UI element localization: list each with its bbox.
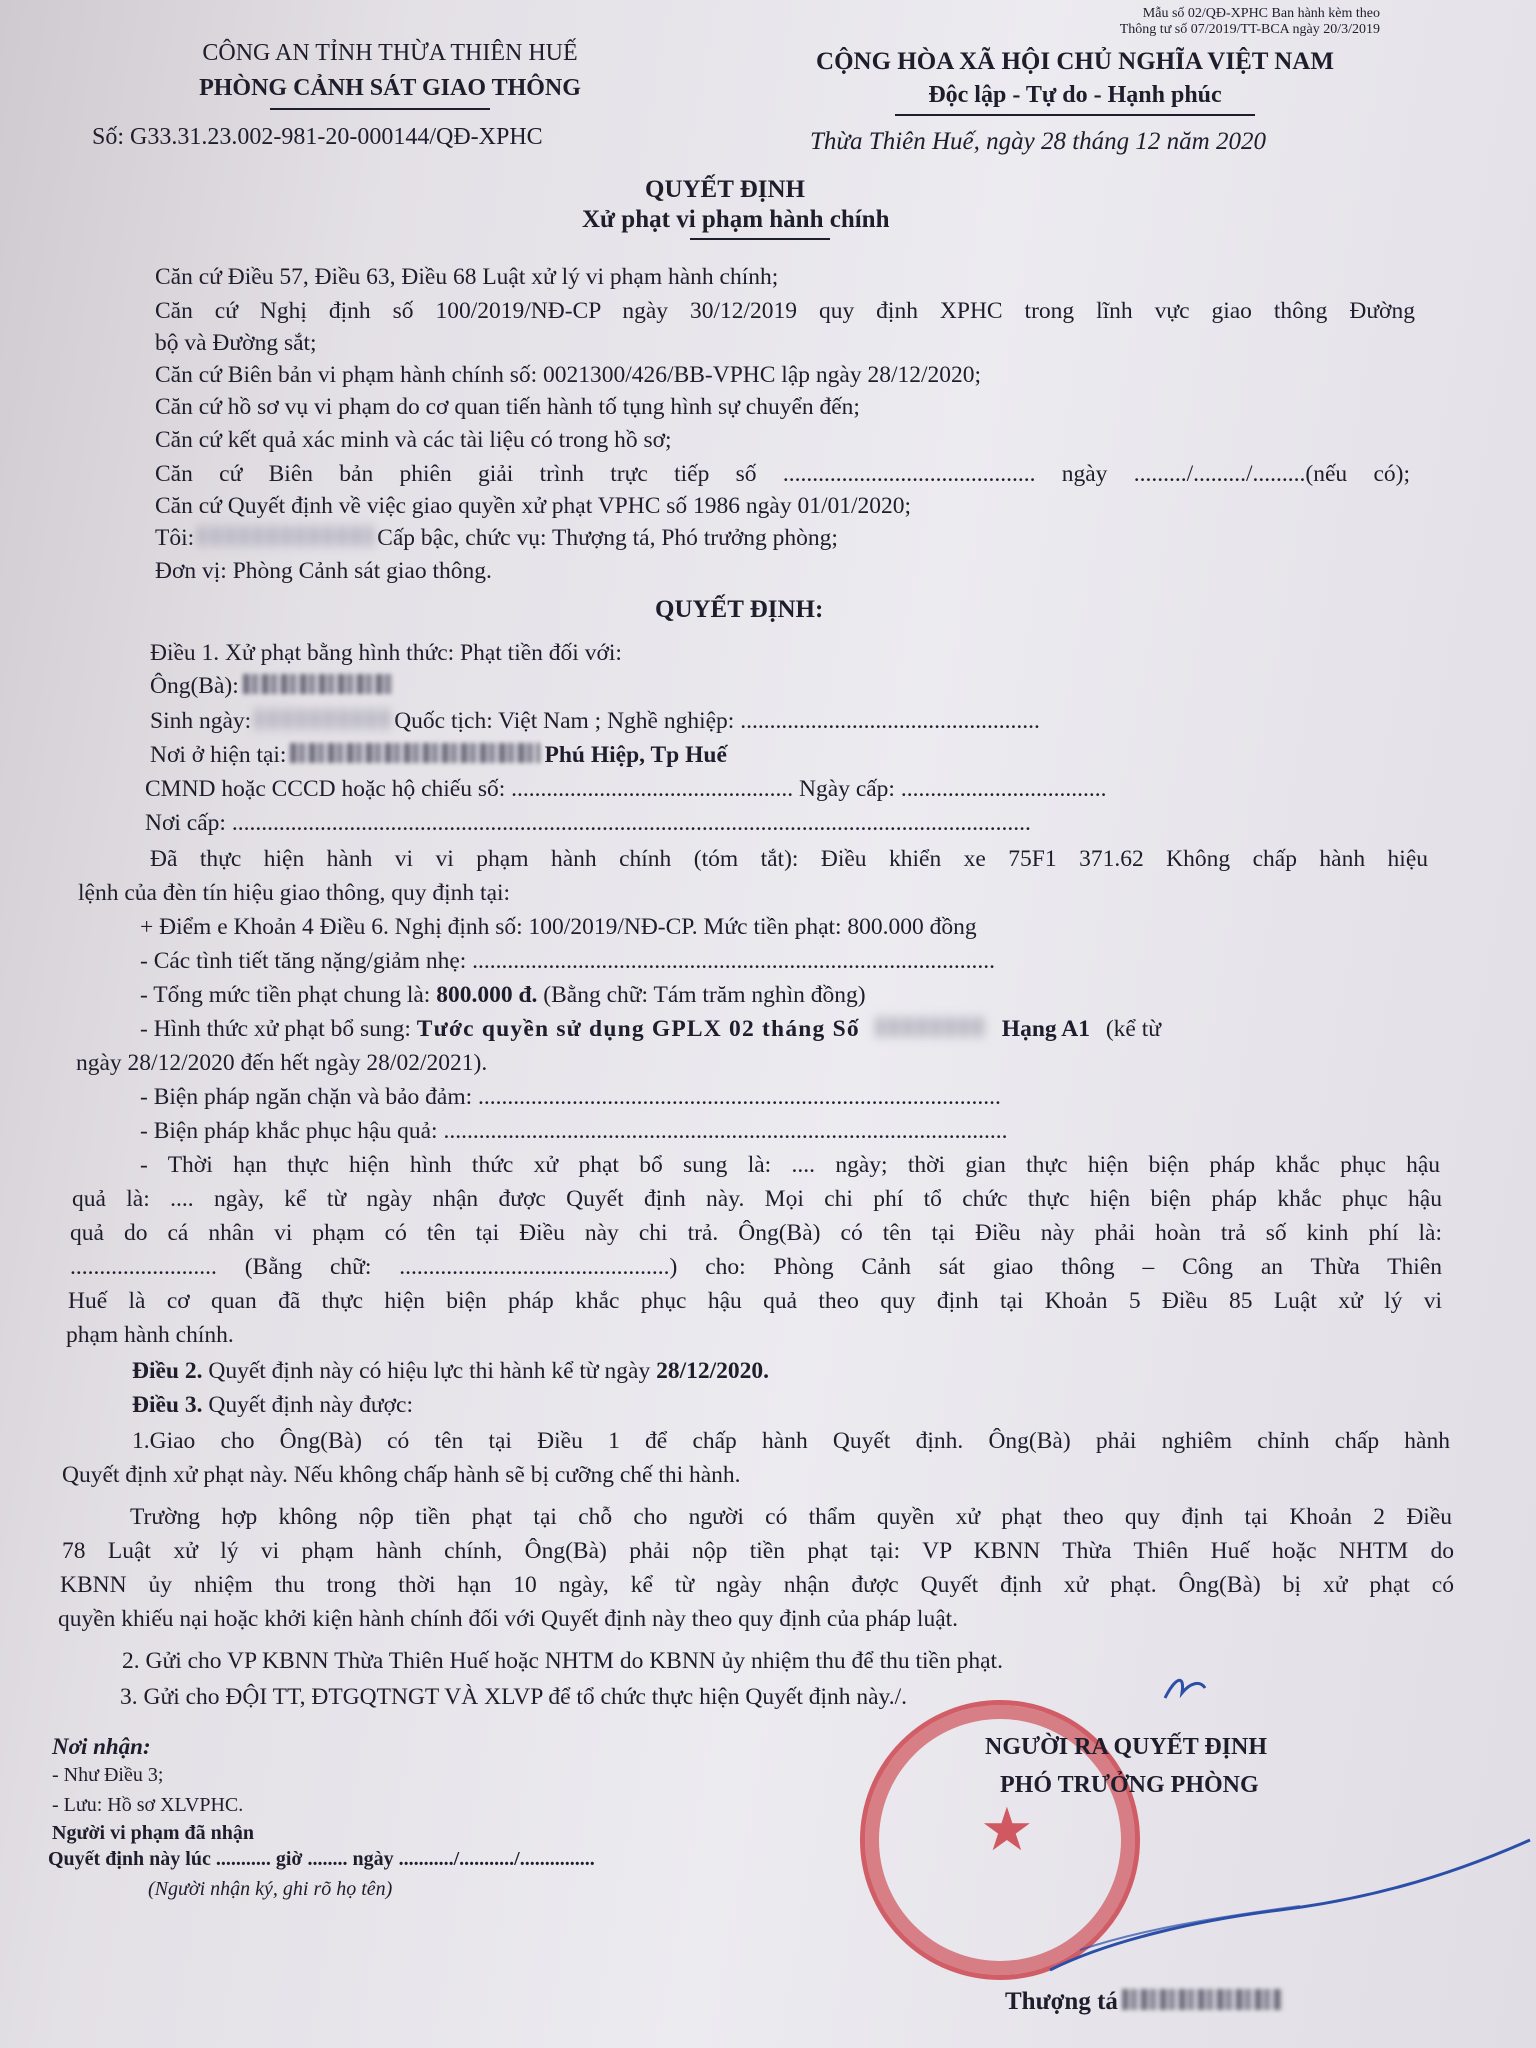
header-motto: Độc lập - Tự do - Hạnh phúc bbox=[928, 82, 1222, 108]
extra-penalty-label: - Hình thức xử phạt bổ sung: bbox=[140, 1016, 411, 1042]
place-date: Thừa Thiên Huế, ngày 28 tháng 12 năm 2020 bbox=[810, 128, 1266, 155]
article3-p4: 3. Gửi cho ĐỘI TT, ĐTGQTNGT VÀ XLVP để tổ chức thực hiện Quyết định này./. bbox=[120, 1684, 908, 1710]
article3-text: Quyết định này được: bbox=[208, 1392, 414, 1418]
remedy-line: - Biện pháp khắc phục hậu quả: ................................................................................................ bbox=[140, 1118, 1008, 1144]
redacted-name bbox=[243, 674, 393, 694]
header-dept: PHÒNG CẢNH SÁT GIAO THÔNG bbox=[199, 75, 581, 101]
redacted-license-number bbox=[876, 1017, 986, 1037]
dob-rest: Quốc tịch: Việt Nam ; Nghề nghiệp: ................................................... bbox=[394, 708, 1040, 734]
signature-scribble bbox=[880, 1800, 1536, 2000]
circumstances-line: - Các tình tiết tăng nặng/giảm nhẹ: ......................................................................................... bbox=[140, 948, 996, 974]
article3-label: Điều 3. bbox=[132, 1392, 203, 1418]
officer-label: Tôi: bbox=[155, 525, 195, 551]
address-line bbox=[150, 742, 727, 769]
dob-label: Sinh ngày: bbox=[150, 708, 252, 734]
decision-title: QUYẾT ĐỊNH bbox=[645, 176, 805, 203]
term-line2: quả là: .... ngày, kể từ ngày nhận được Quyết định này. Mọi chi phí tổ chức thực hiện biện pháp khắc phục hậu bbox=[72, 1186, 1442, 1212]
redacted-signer-name bbox=[1122, 1989, 1282, 2010]
id-line: CMND hoặc CCCD hoặc hộ chiếu số: ................................................ Ngày cấp: ................................... bbox=[145, 776, 1107, 802]
article3-p2-l4: quyền khiếu nại hoặc khởi kiện hành chính đối với Quyết định này theo quy định của pháp luật. bbox=[58, 1606, 959, 1632]
violation-line2: lệnh của đèn tín hiệu giao thông, quy định tại: bbox=[78, 880, 511, 906]
header-org: CÔNG AN TỈNH THỪA THIÊN HUẾ bbox=[202, 40, 578, 66]
officer-rank: Cấp bậc, chức vụ: Thượng tá, Phó trưởng phòng; bbox=[377, 525, 838, 551]
form-note-line2: Thông tư số 07/2019/TT-BCA ngày 20/3/2019 bbox=[1119, 22, 1380, 37]
article2-date: 28/12/2020. bbox=[656, 1358, 770, 1384]
extra-penalty-tail: (kể từ bbox=[1105, 1016, 1161, 1042]
extra-penalty-value: Tước quyền sử dụng GPLX 02 tháng Số bbox=[416, 1016, 860, 1042]
received-line1: Người vi phạm đã nhận bbox=[52, 1822, 255, 1844]
basis-4: Căn cứ hồ sơ vụ vi phạm do cơ quan tiến hành tố tụng hình sự chuyển đến; bbox=[155, 394, 860, 420]
term-line4: ......................... (Bằng chữ: ..............................................) cho: Phòng Cảnh sát giao thông – Công an Thừa Thiên bbox=[70, 1254, 1442, 1280]
term-line1: - Thời hạn thực hiện hình thức xử phạt bổ sung là: .... ngày; thời gian thực hiện biện pháp khắc phục hậu bbox=[140, 1152, 1440, 1178]
basis-5: Căn cứ kết quả xác minh và các tài liệu có trong hồ sơ; bbox=[155, 427, 672, 453]
article3-p2-l1: Trường hợp không nộp tiền phạt tại chỗ cho người có thẩm quyền xử phạt theo quy định tại Khoản 2 Điều bbox=[130, 1504, 1452, 1530]
basis-2: Căn cứ Nghị định số 100/2019/NĐ-CP ngày 30/12/2019 quy định XPHC trong lĩnh vực giao thông Đường bbox=[155, 298, 1415, 324]
signer-position: PHÓ TRƯỞNG PHÒNG bbox=[1000, 1772, 1259, 1798]
address-label: Nơi ở hiện tại: bbox=[150, 742, 287, 768]
signer-name-line bbox=[1005, 1988, 1286, 2016]
article3-p1-l1: 1.Giao cho Ông(Bà) có tên tại Điều 1 để chấp hành Quyết định. Ông(Bà) phải nghiêm chỉnh chấp hành bbox=[132, 1428, 1450, 1454]
header-divider-right bbox=[895, 114, 1255, 116]
article2-label: Điều 2. bbox=[132, 1358, 203, 1384]
article3-p3: 2. Gửi cho VP KBNN Thừa Thiên Huế hoặc NHTM do KBNN ủy nhiệm thu để thu tiền phạt. bbox=[122, 1648, 1003, 1674]
title-underline bbox=[690, 238, 830, 240]
seal-star-icon: ★ bbox=[980, 1797, 1034, 1863]
term-line3: quả do cá nhân vi phạm có tên tại Điều này chi trả. Ông(Bà) có tên tại Điều này phải hoàn trả số kinh phí là: bbox=[70, 1220, 1442, 1246]
extra-penalty-line bbox=[140, 1016, 1161, 1043]
unit-line: Đơn vị: Phòng Cảnh sát giao thông. bbox=[155, 558, 492, 584]
article3-p2-l3: KBNN ủy nhiệm thu trong thời hạn 10 ngày, kể từ ngày nhận được Quyết định xử phạt. Ông(Bà) bị xử phạt có bbox=[60, 1572, 1454, 1598]
total-fine-value: 800.000 đ. bbox=[436, 982, 538, 1008]
redacted-officer-name bbox=[198, 526, 373, 546]
form-note bbox=[1040, 6, 1380, 38]
prevent-line: - Biện pháp ngăn chặn và bảo đảm: ......................................................................................... bbox=[140, 1084, 1001, 1110]
total-fine-label: - Tổng mức tiền phạt chung là: bbox=[140, 982, 431, 1008]
basis-2-cont: bộ và Đường sắt; bbox=[155, 330, 317, 356]
article1-heading-text: Điều 1. Xử phạt bằng hình thức: Phạt tiền đối với: bbox=[150, 640, 622, 666]
recipient-2: - Lưu: Hồ sơ XLVPHC. bbox=[52, 1794, 244, 1816]
article3-p1-l2: Quyết định xử phạt này. Nếu không chấp hành sẽ bị cưỡng chế thi hành. bbox=[62, 1462, 741, 1488]
extra-penalty-line2: ngày 28/12/2020 đến hết ngày 28/02/2021). bbox=[76, 1050, 488, 1076]
total-fine-line bbox=[140, 982, 866, 1009]
received-line2: Quyết định này lúc ........... giờ ........ ngày .........../.........../............... bbox=[48, 1848, 595, 1870]
header-country: CỘNG HÒA XÃ HỘI CHỦ NGHĨA VIỆT NAM bbox=[816, 48, 1334, 75]
signer-title: NGƯỜI RA QUYẾT ĐỊNH bbox=[985, 1734, 1268, 1760]
basis-1: Căn cứ Điều 57, Điều 63, Điều 68 Luật xử lý vi phạm hành chính; bbox=[155, 264, 779, 290]
basis-3: Căn cứ Biên bản vi phạm hành chính số: 0021300/426/BB-VPHC lập ngày 28/12/2020; bbox=[155, 362, 982, 388]
article1-heading bbox=[150, 640, 622, 667]
signer-rank: Thượng tá bbox=[1005, 1988, 1118, 2015]
recipient-1: - Như Điều 3; bbox=[52, 1764, 164, 1786]
decision-heading: QUYẾT ĐỊNH: bbox=[655, 596, 824, 623]
name-label: Ông(Bà): bbox=[150, 673, 239, 699]
redacted-dob bbox=[255, 709, 390, 729]
recipients-heading: Nơi nhận: bbox=[52, 1734, 151, 1759]
dob-line bbox=[150, 708, 1040, 735]
redacted-address bbox=[290, 743, 540, 763]
decision-subtitle: Xử phạt vi phạm hành chính bbox=[582, 206, 890, 233]
term-line5: Huế là cơ quan đã thực hiện biện pháp khắc phục hậu quả theo quy định tại Khoản 5 Điều 85 Luật xử lý vi bbox=[68, 1288, 1442, 1314]
article2-line bbox=[132, 1358, 769, 1385]
officer-line bbox=[155, 525, 838, 552]
clause-line: + Điểm e Khoản 4 Điều 6. Nghị định số: 100/2019/NĐ-CP. Mức tiền phạt: 800.000 đồng bbox=[140, 914, 977, 940]
basis-7: Căn cứ Quyết định về việc giao quyền xử phạt VPHC số 1986 ngày 01/01/2020; bbox=[155, 493, 912, 519]
license-class: Hạng A1 bbox=[1001, 1016, 1090, 1042]
decision-number: Số: G33.31.23.002-981-20-000144/QĐ-XPHC bbox=[92, 124, 543, 150]
form-note-line1: Mẫu số 02/QĐ-XPHC Ban hành kèm theo bbox=[1142, 6, 1380, 21]
initial-mark bbox=[1160, 1668, 1210, 1708]
article2-text: Quyết định này có hiệu lực thi hành kể từ ngày bbox=[208, 1358, 651, 1384]
violator-name-line bbox=[150, 673, 397, 700]
term-line6: phạm hành chính. bbox=[66, 1322, 234, 1348]
basis-6: Căn cứ Biên bản phiên giải trình trực tiếp số ........................................... ngày ........./........./.........(nếu có); bbox=[155, 461, 1410, 487]
address-value: Phú Hiệp, Tp Huế bbox=[544, 742, 727, 768]
issued-place-line: Nơi cấp: ........................................................................................................................................ bbox=[145, 810, 1031, 836]
article3-line bbox=[132, 1392, 413, 1419]
violation-line1: Đã thực hiện hành vi vi phạm hành chính (tóm tắt): Điều khiển xe 75F1 371.62 Không chấp hành hiệu bbox=[150, 846, 1428, 872]
header-divider-left bbox=[270, 108, 490, 110]
total-fine-words: (Bằng chữ: Tám trăm nghìn đồng) bbox=[543, 982, 866, 1008]
article3-p2-l2: 78 Luật xử lý vi phạm hành chính, Ông(Bà) phải nộp tiền phạt tại: VP KBNN Thừa Thiên Huế hoặc NHTM do bbox=[62, 1538, 1454, 1564]
received-line3: (Người nhận ký, ghi rõ họ tên) bbox=[148, 1878, 393, 1900]
